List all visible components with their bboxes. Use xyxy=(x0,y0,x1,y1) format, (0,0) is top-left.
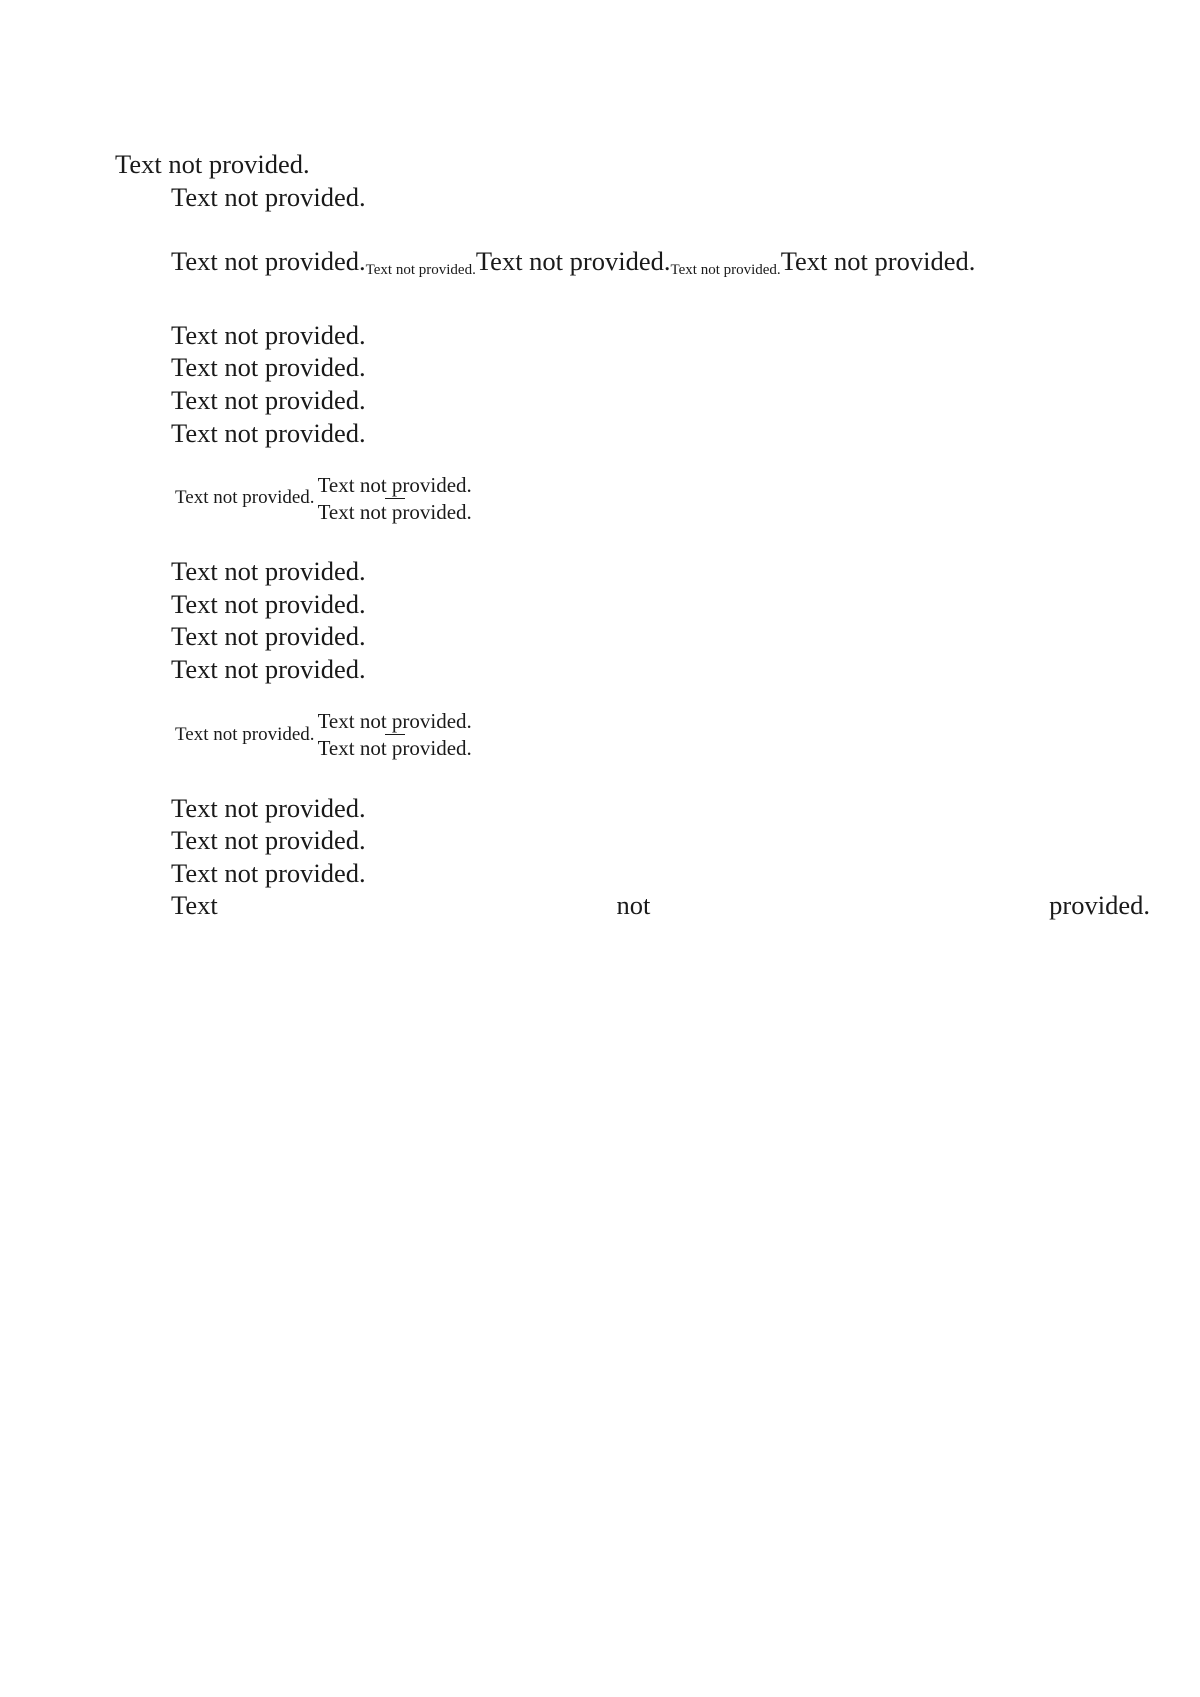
formula-lhs: Text not provided. xyxy=(175,723,315,745)
paragraph-def-vsub: Text not provided. xyxy=(171,352,366,383)
paragraph-def-k: Text not provided. xyxy=(171,384,366,415)
paragraph-29: Text not provided. xyxy=(171,181,366,212)
formula-refund xyxy=(115,245,1150,287)
formula-lhs: Text not provided. xyxy=(175,487,315,509)
paragraph-def-s-2: Text not provided. xyxy=(171,825,366,856)
fraction-numerator: Text not provided. xyxy=(317,709,472,734)
paragraph-def-s: Text not provided. xyxy=(171,621,366,652)
formula-k-s-over-t xyxy=(115,700,1150,770)
paragraph-coef-more: Text not provided. xyxy=(171,417,366,448)
where-label: Text not provided. xyxy=(171,319,366,350)
formula-sub-refund: Text not provided. xyxy=(365,262,476,279)
fraction-numerator: Text not provided. xyxy=(317,472,472,497)
formula-eq: Text not provided. xyxy=(475,246,671,277)
where-label: Text not provided. xyxy=(171,792,366,823)
paragraph-continuation: Text not provided. xyxy=(115,149,310,179)
formula-k-t-over-s xyxy=(115,463,1150,533)
where-label: Text not provided. xyxy=(171,556,366,587)
paragraph-def-t-2: Text not provided. xyxy=(171,857,366,888)
document-page xyxy=(115,148,1150,922)
fraction-denominator: Text not provided. xyxy=(317,499,472,524)
formula-sub-subsidy: Text not provided. xyxy=(670,262,781,279)
paragraph-coef-less: Text not provided. xyxy=(171,653,366,684)
paragraph-def-t: Text not provided. xyxy=(171,588,366,619)
formula-v: Text not provided. xyxy=(171,246,366,277)
formula-rest: Text not provided. xyxy=(780,246,976,277)
fraction xyxy=(318,708,472,761)
paragraph-30: Text not provided. xyxy=(171,890,1150,921)
fraction-denominator: Text not provided. xyxy=(317,736,472,761)
fraction xyxy=(318,472,472,525)
